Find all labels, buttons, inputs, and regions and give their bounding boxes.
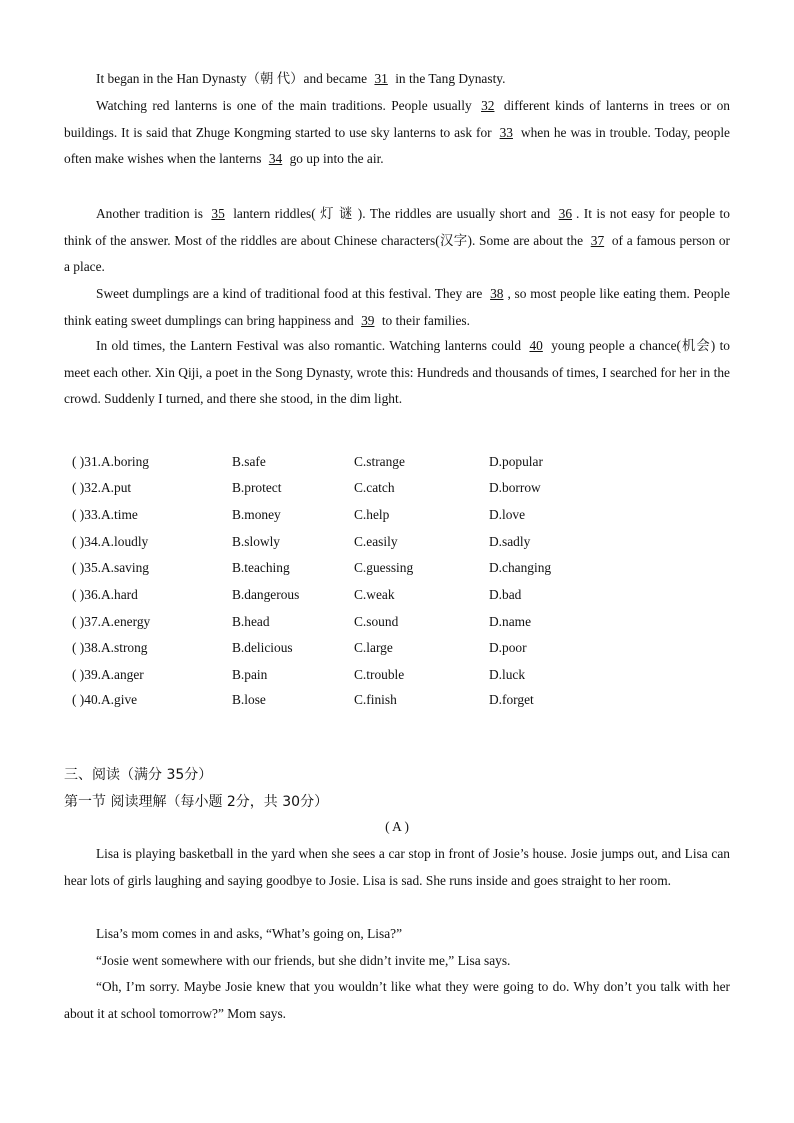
question-row <box>72 640 732 666</box>
blank-40: 40 <box>529 338 543 353</box>
blank-37: 37 <box>590 232 605 248</box>
text-span: Lisa is playing basketball in the yard when she sees a car stop in front of Josie’s house. Josie jumps out, and Lisa can hear lots of girls laughing and saying goodbye to Josie. Lisa is sad. She runs inside and goes straight to her room. <box>64 846 730 888</box>
option-b: B.pain <box>232 667 268 682</box>
question-row <box>72 507 732 533</box>
section-title: 三、阅读（满分 35分） <box>64 767 213 783</box>
passage-paragraph-1 <box>64 66 730 93</box>
option-d: D.poor <box>489 640 527 655</box>
question-stem: ( )33.A.time <box>72 507 138 522</box>
question-stem: ( )35.A.saving <box>72 560 149 575</box>
blank-31: 31 <box>374 71 388 86</box>
option-d: D.name <box>489 614 532 629</box>
question-stem: ( )32.A.put <box>72 480 132 495</box>
text-span: “Josie went somewhere with our friends, but she didn’t invite me,” Lisa says. <box>96 953 511 968</box>
question-stem: ( )37.A.energy <box>72 614 151 629</box>
option-b: B.slowly <box>232 534 280 549</box>
text-span: to their families. <box>381 312 470 328</box>
option-c: C.trouble <box>354 667 405 682</box>
passage-paragraph-5 <box>64 333 730 413</box>
question-row <box>72 692 732 718</box>
blank-38: 38 <box>490 286 504 301</box>
option-b: B.delicious <box>232 640 293 655</box>
option-c: C.weak <box>354 587 395 602</box>
text-span: go up into the air. <box>289 151 384 167</box>
question-row <box>72 667 732 693</box>
option-d: D.sadly <box>489 534 531 549</box>
text-span: , so most people like eating them. People think eating sweet dumplings can bring happiness and <box>64 286 730 328</box>
question-row <box>72 480 732 506</box>
text-span: different kinds of lanterns in trees or on buildings. It is said that Zhuge Kongming started to use sky lanterns to ask for <box>64 98 731 140</box>
text-span: “Oh, I’m sorry. Maybe Josie knew that you wouldn’t like what they were going to do. Why don’t you talk with her about it at school tomorrow?” Mom says. <box>64 979 730 1021</box>
option-c: C.large <box>354 640 393 655</box>
reading-a-paragraph-1 <box>64 841 730 894</box>
text-span: young people a chance(机会) to meet each other. Xin Qiji, a poet in the Song Dynasty, wrote this: Hundreds and thousands of times, I searched for her in the crowd. Suddenly I turned, and there she stood, in the dim light. <box>64 338 730 407</box>
blank-36: 36 <box>558 206 573 221</box>
text-span: It began in the Han Dynasty（朝 代）and became <box>96 71 368 86</box>
blank-32: 32 <box>481 98 495 113</box>
question-row <box>72 560 732 586</box>
question-stem: ( )39.A.anger <box>72 667 144 682</box>
option-d: D.changing <box>489 560 552 575</box>
option-d: D.luck <box>489 667 526 682</box>
text-span: lantern riddles( 灯 谜 ). The riddles are usually short and <box>233 206 551 221</box>
option-b: B.teaching <box>232 560 290 575</box>
option-c: C.strange <box>354 454 405 469</box>
text-span: of a famous person or a place. <box>64 232 730 275</box>
option-c: C.easily <box>354 534 398 549</box>
reading-a-paragraph-2 <box>64 921 730 948</box>
question-stem: ( )38.A.strong <box>72 640 148 655</box>
option-b: B.money <box>232 507 281 522</box>
blank-34: 34 <box>268 151 283 167</box>
text-span: . It is not easy for people to think of the answer. Most of the riddles are about Chinese characters(汉字). Some are about the <box>64 206 730 248</box>
text-span: when he was in trouble. Today, people often make wishes when the lanterns <box>64 124 730 167</box>
text-span: Watching red lanterns is one of the main traditions. People usually <box>96 98 472 113</box>
passage-paragraph-3 <box>64 201 730 281</box>
question-stem: ( )36.A.hard <box>72 587 138 602</box>
question-row <box>72 454 732 480</box>
option-d: D.popular <box>489 454 543 469</box>
passage-paragraph-2 <box>64 93 730 173</box>
option-b: B.dangerous <box>232 587 300 602</box>
option-d: D.love <box>489 507 526 522</box>
option-c: C.guessing <box>354 560 414 575</box>
passage-label: ( A ) <box>385 819 409 834</box>
option-c: C.sound <box>354 614 399 629</box>
option-b: B.head <box>232 614 270 629</box>
text-span: Another tradition is <box>96 206 203 221</box>
option-b: B.lose <box>232 692 266 707</box>
blank-35: 35 <box>211 206 225 221</box>
option-b: B.safe <box>232 454 266 469</box>
option-b: B.protect <box>232 480 282 495</box>
option-d: D.borrow <box>489 480 541 495</box>
blank-33: 33 <box>499 124 513 140</box>
option-c: C.catch <box>354 480 395 495</box>
question-row <box>72 587 732 613</box>
question-row <box>72 614 732 640</box>
option-d: D.bad <box>489 587 522 602</box>
passage-paragraph-4 <box>64 281 730 334</box>
question-stem: ( )31.A.boring <box>72 454 149 469</box>
text-span: in the Tang Dynasty. <box>395 71 506 86</box>
reading-a-paragraph-3 <box>64 948 730 975</box>
blank-39: 39 <box>361 312 375 328</box>
text-span: Sweet dumplings are a kind of traditional food at this festival. They are <box>96 286 483 301</box>
option-c: C.help <box>354 507 390 522</box>
reading-a-paragraph-4 <box>64 974 730 1027</box>
section-subtitle: 第一节 阅读理解（每小题 2分，共 30分） <box>64 794 329 810</box>
question-stem: ( )34.A.loudly <box>72 534 149 549</box>
option-c: C.finish <box>354 692 397 707</box>
question-row <box>72 534 732 560</box>
question-stem: ( )40.A.give <box>72 692 138 707</box>
option-d: D.forget <box>489 692 534 707</box>
text-span: Lisa’s mom comes in and asks, “What’s going on, Lisa?” <box>96 926 403 941</box>
text-span: In old times, the Lantern Festival was also romantic. Watching lanterns could <box>96 338 522 353</box>
